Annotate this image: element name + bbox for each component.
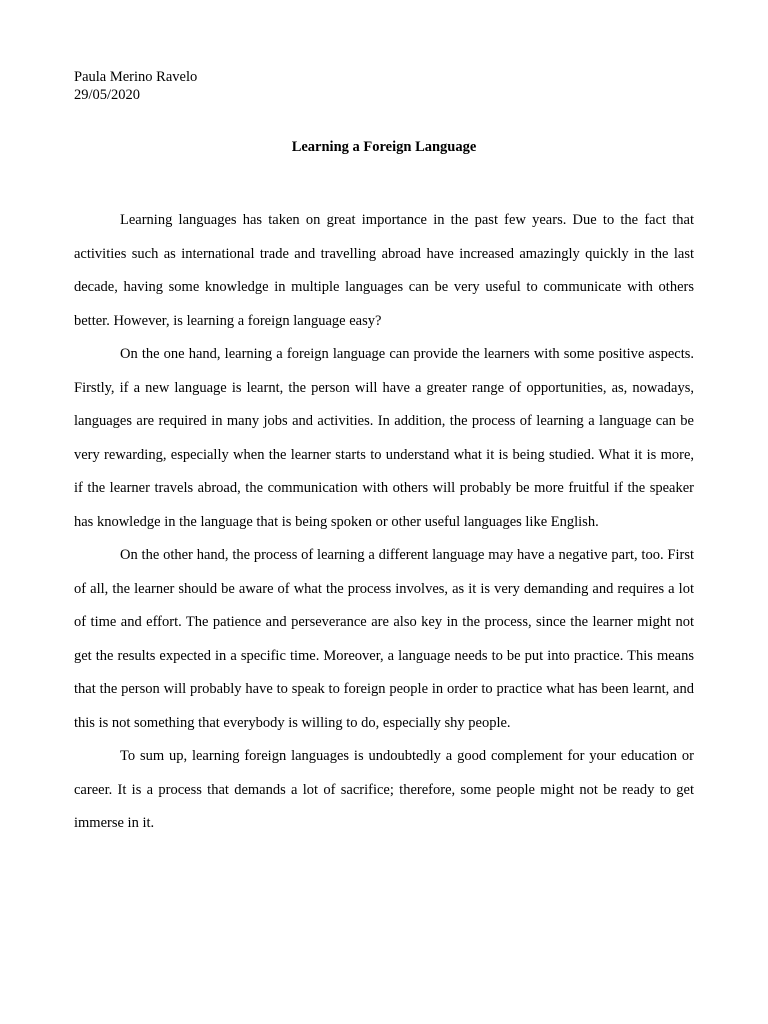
essay-title: Learning a Foreign Language [291,139,477,155]
author-name: Paula Merino Ravelo [74,69,198,85]
paragraph-negative-aspects: On the other hand, the process of learning a different language may have a negative part, too. First of all, the learner should be aware of what the process involves, as it is very demanding and requires a lot of time and effort. The patience and perseverance are also key in the process, since the learner might not get the results expected in a specific time. Moreover, a language needs to be put into practice. This means that the person will probably have to speak to foreign people in order to practice what has been learnt, and this is not something that everybody is willing to do, especially shy people. [74,547,694,731]
paragraph-positive-aspects: On the one hand, learning a foreign language can provide the learners with some positive aspects. Firstly, if a new language is learnt, the person will have a greater range of opportunities, as, nowadays, languages are required in many jobs and activities. In addition, the process of learning a language can be very rewarding, especially when the learner starts to understand what it is being studied. What it is more, if the learner travels abroad, the communication with others will probably be more fruitful if the speaker has knowledge in the language that is being spoken or other useful languages like English. [74,346,694,530]
essay-body [74,204,694,841]
paragraph-introduction: Learning languages has taken on great importance in the past few years. Due to the fact that activities such as international trade and travelling abroad have increased amazingly quickly in the last decade, having some knowledge in multiple languages can be very useful to communicate with others better. However, is learning a foreign language easy? [74,212,694,329]
paragraph-conclusion: To sum up, learning foreign languages is undoubtedly a good complement for your education or career. It is a process that demands a lot of sacrifice; therefore, some people might not be ready to get immerse in it. [74,748,694,831]
document-date: 29/05/2020 [74,87,141,103]
document-page [74,68,694,841]
